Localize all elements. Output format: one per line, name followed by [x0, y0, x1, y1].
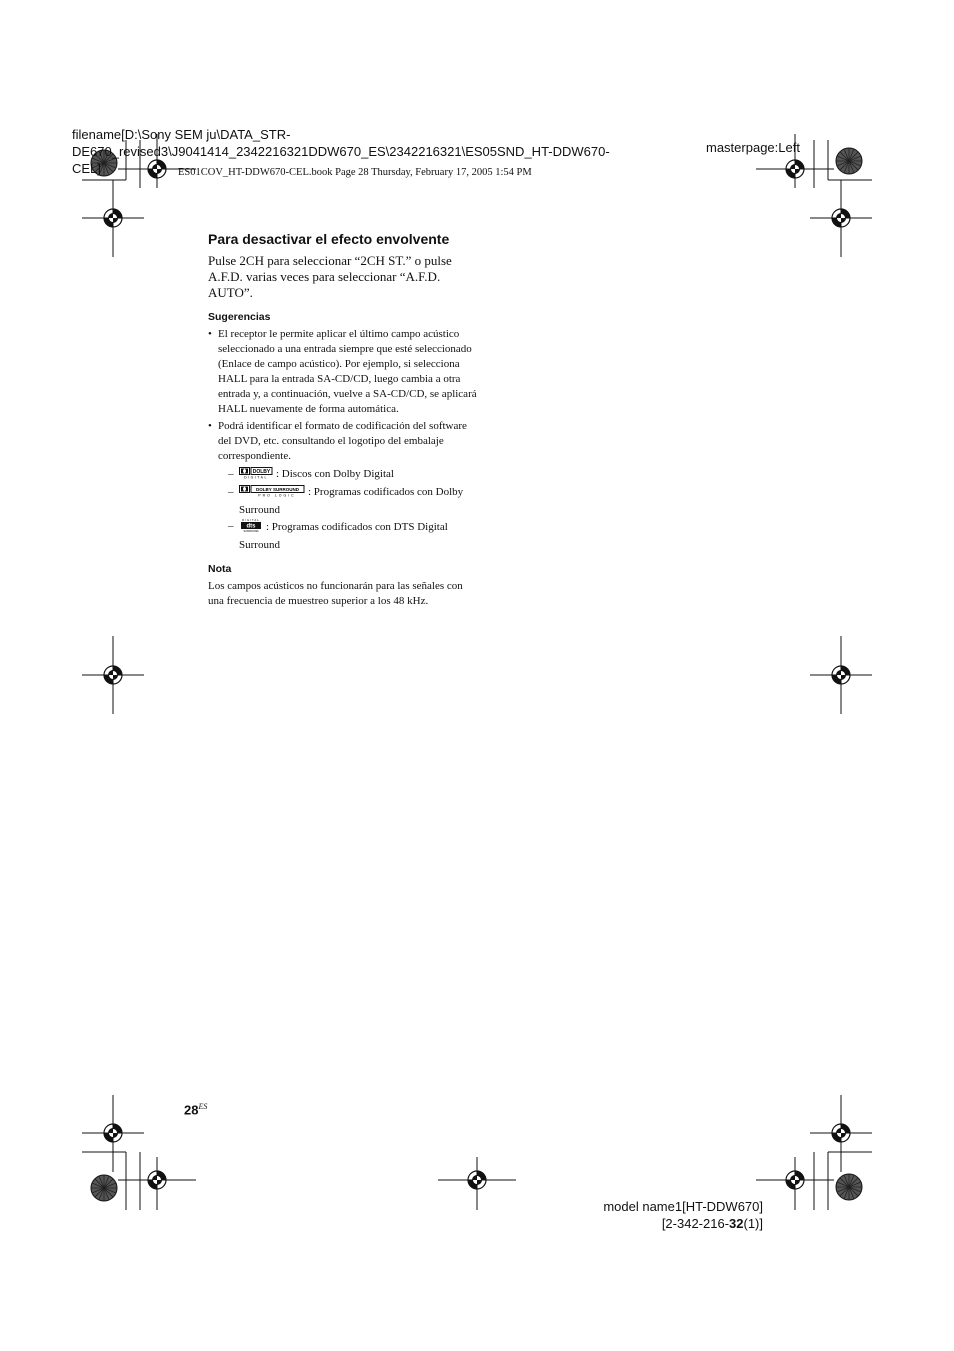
model-code: [603, 1215, 763, 1232]
tip-text: El receptor le permite aplicar el último campo acústico seleccionado a una entrada siempre que esté seleccionado (Enlace de campo acústico). Por ejemplo, si selecciona HALL para la entrada SA-CD/CD, luego cambia a otra entrada y, a continuación, vuelve a SA-CD/CD, se aplicará HALL nuevamente de forma automática.: [218, 328, 477, 415]
section-title: Para desactivar el efecto envolvente: [208, 231, 450, 247]
model-info: [603, 1198, 763, 1232]
tip-item: [208, 327, 478, 417]
model-code-prefix: [2-342-216-: [661, 1216, 730, 1231]
page-number-suffix: ES: [198, 1102, 208, 1111]
format-text: : Discos con Dolby Digital: [276, 468, 394, 480]
tip-item: [208, 419, 478, 553]
header-book-info: ES01COV_HT-DDW670-CEL.book Page 28 Thursday, February 17, 2005 1:54 PM: [178, 167, 532, 178]
svg-text:DOLBY: – DOLBY: [252, 469, 271, 475]
model-code-suffix: (1)]: [743, 1216, 763, 1231]
dolby-digital-logo-icon: [239, 467, 273, 484]
note-body: Los campos acústicos no funcionarán para las señales con una frecuencia de muestreo superior a los 48 kHz.: [208, 580, 463, 607]
section-body: Pulse 2CH para seleccionar “2CH ST.” o pulse A.F.D. varias veces para seleccionar “A.F.D. AUTO”.: [208, 253, 452, 300]
format-item: [218, 466, 478, 484]
format-list: [218, 466, 478, 553]
tips-heading: Sugerencias: [208, 311, 271, 323]
svg-text:SURROUND: SURROUND: [243, 529, 259, 532]
model-code-bold: 32: [729, 1216, 744, 1231]
page-number-value: 28: [184, 1102, 199, 1118]
svg-text:dts: dts: [246, 523, 256, 530]
svg-text:DIGITAL: – DIGITAL: [242, 518, 260, 522]
svg-text:DIGITAL: DIGITAL: [244, 475, 268, 479]
note-heading: Nota: [208, 563, 232, 575]
svg-text:PRO LOGIC: PRO LOGIC: [258, 493, 296, 497]
dts-digital-surround-logo-icon: [239, 518, 263, 537]
page-number: [184, 1102, 207, 1117]
header-filename: filename[D:\Sony SEM ju\DATA_STR-DE670_revised3\J9041414_2342216321DDW670_ES\2342216321\ES05SND_HT-DDW670-CEL]: [72, 127, 610, 176]
format-text: : Programas codificados con Dolby Surround: [239, 486, 464, 516]
header-masterpage: masterpage:Left: [706, 140, 800, 155]
svg-text:DOLBY SURROUND: – DOLBY SURROUND: [256, 487, 299, 492]
tip-text: Podrá identificar el formato de codificación del software del DVD, etc. consultando el logotipo del embalaje correspondiente.: [218, 420, 467, 462]
format-text: : Programas codificados con DTS Digital Surround: [239, 521, 448, 551]
model-name: model name1[HT-DDW670]: [603, 1199, 763, 1214]
dolby-surround-pro-logic-logo-icon: [239, 485, 305, 502]
format-item: [218, 518, 478, 553]
tips-list: [208, 327, 478, 553]
format-item: [218, 484, 478, 518]
main-content: [208, 229, 478, 609]
